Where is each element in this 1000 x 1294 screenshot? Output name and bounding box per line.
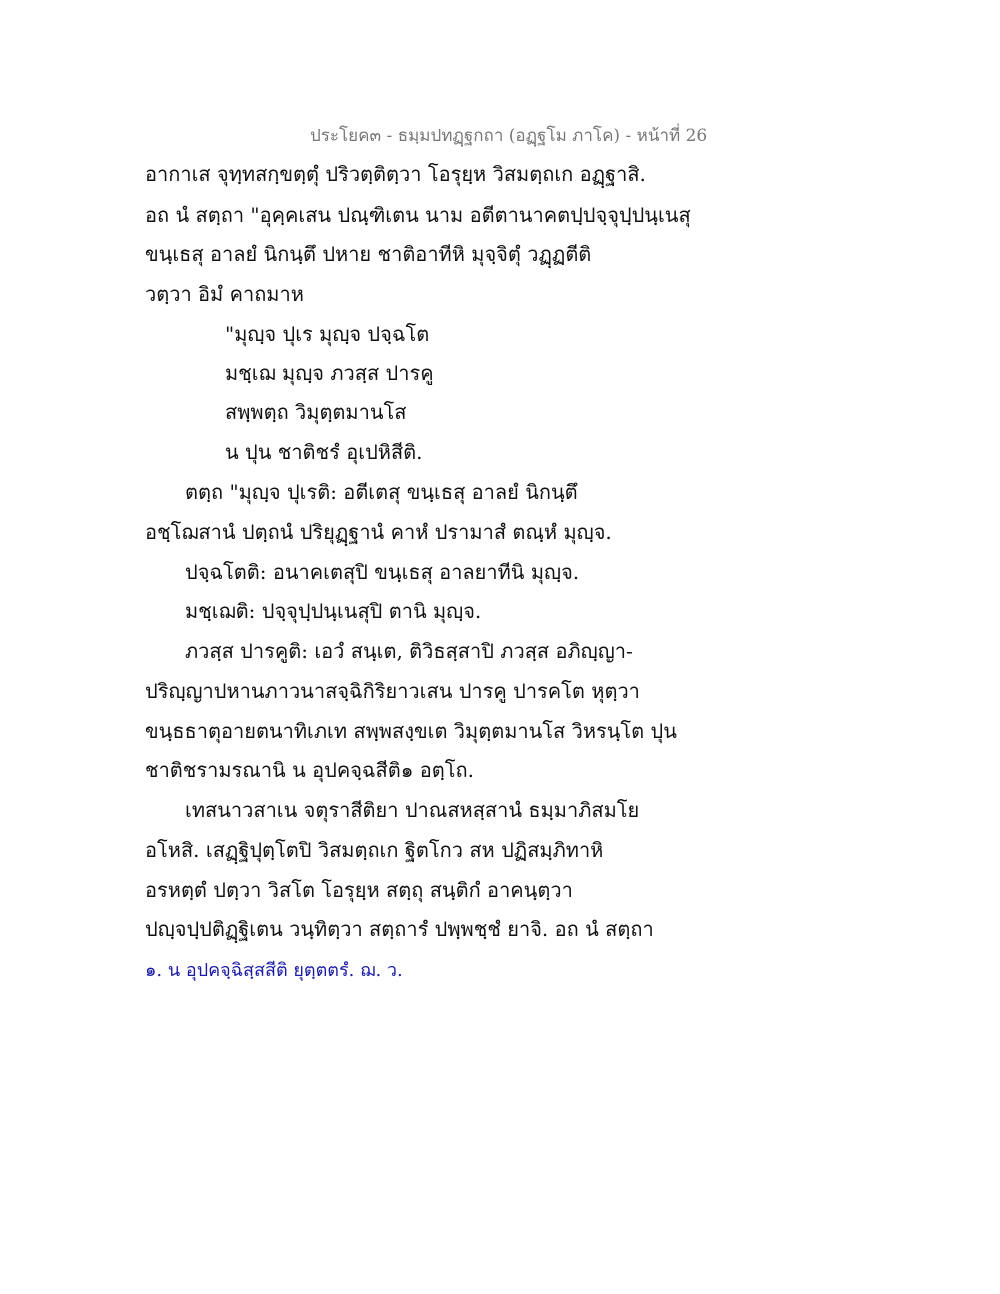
verse-line: สพฺพตฺถ วิมุตฺตมานโส <box>225 400 407 424</box>
body-line: ขนฺเธสุ อาลยํ นิกนฺตึ ปหาย ชาติอาทีหิ มุจฺจิตุํ วฏฺฏตีติ <box>145 242 592 266</box>
verse-line: มชฺเฌ มุญฺจ ภวสฺส ปารคู <box>225 361 434 385</box>
body-line: วตฺวา อิมํ คาถมาห <box>145 282 304 306</box>
body-line: ปริญฺญาปหานภาวนาสจฺฉิกิริยาวเสน ปารคู ปารคโต หุตฺวา <box>145 679 640 703</box>
body-line: อชฺโฌสานํ ปตฺถนํ ปริยุฏฺฐานํ คาหํ ปรามาสํ ตณฺหํ มุญฺจ. <box>145 520 612 544</box>
footnote: ๑. น อุปคจฺฉิสฺสสีติ ยุตฺตตรํ. ฌ. ว. <box>145 960 403 981</box>
body-line: อโหสิ. เสฏฺฐิปุตฺโตปิ วิสมตฺถเก ฐิตโกว สห ปฏิสมฺภิทาหิ <box>145 838 604 862</box>
body-line: มชฺเฌติ: ปจฺจุปฺปนฺเนสุปิ ตานิ มุญฺจ. <box>185 599 482 623</box>
body-line: ภวสฺส ปารคูติ: เอวํ สนฺเต, ติวิธสฺสาปิ ภวสฺส อภิญฺญา- <box>185 639 633 663</box>
body-line: อรหตฺตํ ปตฺวา วิสโต โอรุยฺห สตฺถุ สนฺติกํ อาคนฺตฺวา <box>145 878 573 902</box>
body-line: ปญฺจปฺปติฏฺฐิเตน วนฺทิตฺวา สตฺถารํ ปพฺพชฺชํ ยาจิ. อถ นํ สตฺถา <box>145 917 654 941</box>
body-line: ขนฺธธาตุอายตนาทิเภเท สพฺพสงฺขเต วิมุตฺตมานโส วิหรนฺโต ปุน <box>145 719 677 743</box>
verse-line: "มุญฺจ ปุเร มุญฺจ ปจฺฉโต <box>225 322 430 346</box>
body-line: ตตฺถ "มุญฺจ ปุเรติ: อตีเตสุ ขนฺเธสุ อาลยํ นิกนฺตึ <box>185 480 578 504</box>
body-line: เทสนาวสาเน จตุราสีติยา ปาณสหสฺสานํ ธมฺมาภิสมโย <box>185 798 640 822</box>
body-line: ชาติชรามรณานิ น อุปคจฺฉสีติ๑ อตฺโถ. <box>145 758 474 782</box>
body-line: ปจฺฉโตติ: อนาคเตสุปิ ขนฺเธสุ อาลยาทีนิ มุญฺจ. <box>185 560 580 584</box>
body-line: อากาเส จุทฺทสกฺขตฺตุํ ปริวตฺติตฺวา โอรุยฺห วิสมตฺถเก อฏฺฐาสิ. <box>145 162 646 186</box>
verse-line: น ปุน ชาติชรํ อุเปหิสีติ. <box>225 440 423 464</box>
body-line: อถ นํ สตฺถา "อุคฺคเสน ปณฺฑิเตน นาม อตีตานาคตปฺปจฺจุปฺปนฺเนสุ <box>145 203 691 227</box>
running-head: ประโยค๓ - ธมฺมปทฏฺฐกถา (อฏฺฐโม ภาโค) - หน้าที่ 26 <box>310 126 708 146</box>
